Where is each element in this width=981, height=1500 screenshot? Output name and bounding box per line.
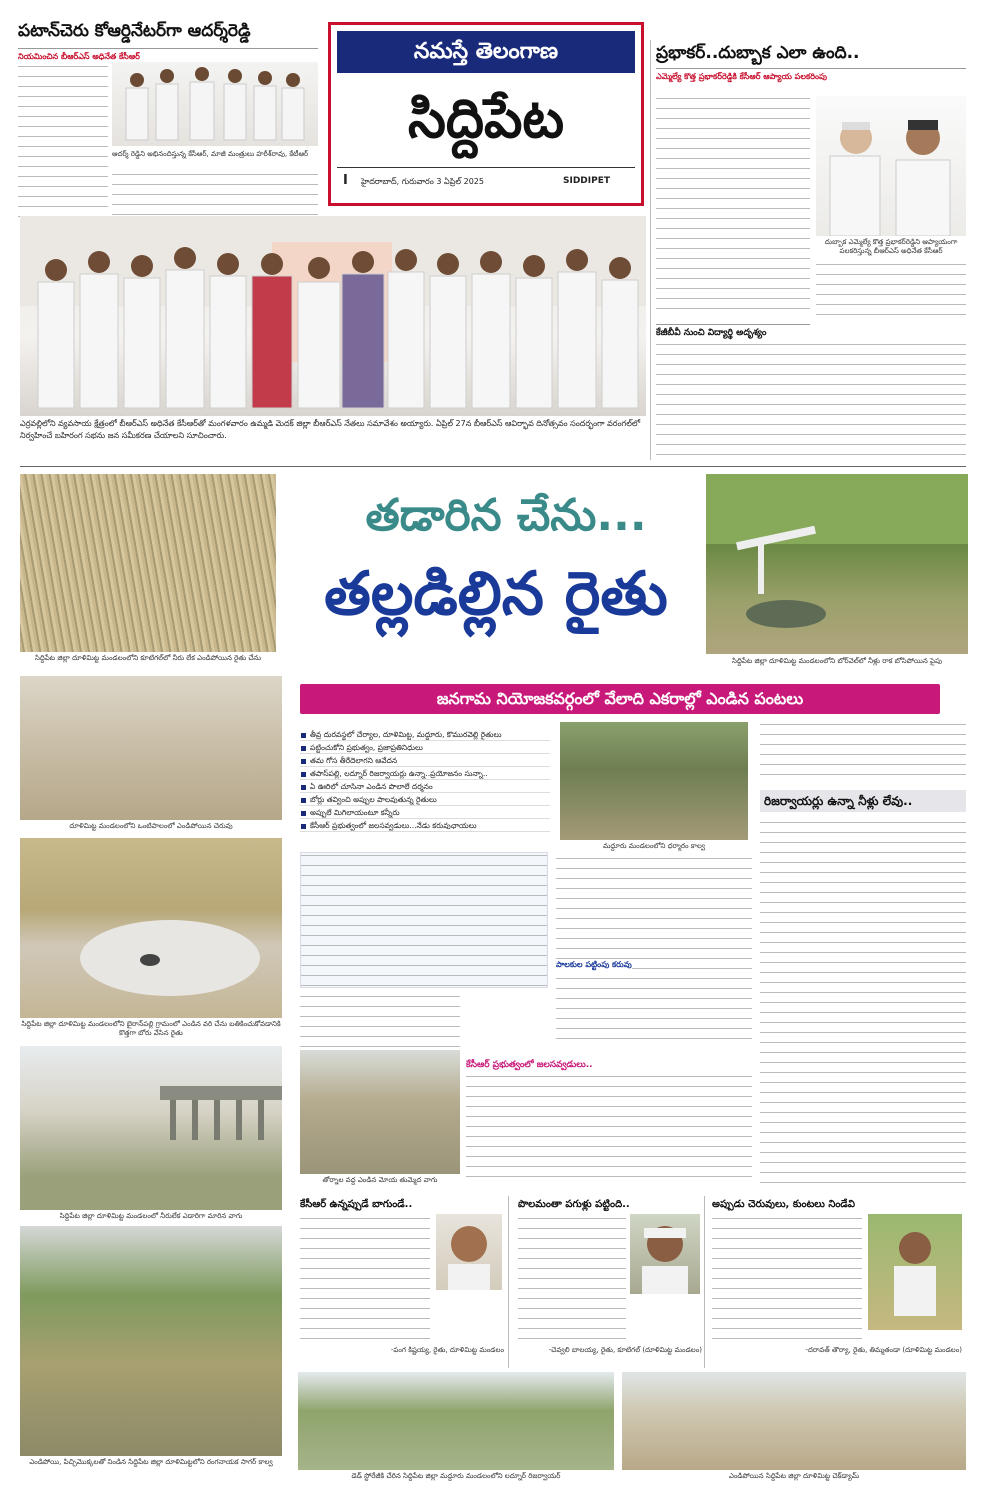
check-dam-photo: [622, 1372, 966, 1470]
farmer-portrait-1: [436, 1214, 502, 1290]
group-photo-caption: ఎర్రవల్లిలోని వ్యవసాయ క్షేత్రంలో బీఆర్ఎస్ అధినేత కేసీఆర్‌తో మంగళవారం ఉమ్మడి మెదక్ జిల్లా బీఆర్ఎస్ నేతలు సమావేశం అయ్యారు. ఏప్రిల్ 27న బీఆర్ఎస్ ఆవిర్భావ దినోత్సవం సందర్భంగా వరంగల్‌లో నిర్వహించే బహిరంగ సభను జన సమీకరణ చేయాలని సూచించారు.: [20, 419, 641, 440]
left-story-headline: పటాన్‌చెరు కోఆర్డినేటర్‌గా ఆదర్శ్‌రెడ్డి: [18, 21, 251, 41]
masthead: [328, 22, 644, 206]
masthead-page-no: I: [343, 173, 348, 188]
photo-caption-7: మద్దూరు మండలంలోని ధర్మారం కాల్వ: [602, 842, 706, 850]
reservoir-photo: [298, 1372, 614, 1470]
right-story-photo: [816, 96, 966, 236]
bullet-item: తీవ్ర దురవస్థలో చేర్యాల, దూళిమిట్ట, మద్దూరు, కొమురవెల్లి రైతులు: [300, 730, 550, 741]
bullet-item: అప్పులే మిగిలాయంటూ కన్నీరు: [300, 808, 550, 819]
photo-caption-6: ఎండిపోయి, పిచ్చిమొక్కలతో నిండిన సిద్దిపేట జిల్లా దూళిమిట్టలోని రంగనాయక సాగర్ కాల్వ: [29, 1458, 273, 1466]
group-photo-figures: [20, 216, 646, 416]
left-story-body-2: [112, 172, 318, 222]
photo-caption-4: సిద్దిపేట జిల్లా దూళిమిట్ట మండలంలోని బైరాన్‌పల్లి గ్రామంలో ఎండిన వరి చేను బతికించుకోవడానికి కొత్తగా బోరు వేసిన రైతు: [21, 1020, 281, 1037]
dry-pond-photo: [20, 676, 282, 820]
borewell-hole: [20, 838, 282, 1018]
sub-heading-1: కేసీఆర్ ప్రభుత్వంలో జలసవ్వడులు..: [466, 1060, 593, 1070]
bullet-item: తమ గోస తీరేదెలాగని ఆవేదన: [300, 756, 550, 767]
masthead-edition: సిద్దిపేట: [407, 87, 565, 150]
right-story-body: [656, 96, 810, 316]
dharmaram-canal-photo: [560, 722, 748, 840]
body-col-4: [466, 1074, 752, 1186]
divider: [18, 48, 318, 49]
quote-box-2: [514, 1196, 705, 1368]
quote-title: కేసీఆర్ ఉన్నప్పుడే బాగుండే..: [300, 1199, 413, 1210]
quote-body: [518, 1216, 626, 1344]
left-story-photo-caption: ఆదర్శ్ రెడ్డిని అభినందిస్తున్న కేసీఆర్, మాజీ మంత్రులు హరీశ్‌రావు, కేటీఆర్: [112, 150, 309, 158]
pipe-graphic: [706, 474, 968, 654]
left-story-photo: [112, 62, 318, 146]
bullet-item: ఏ ఊరిలో చూసినా ఎండిన పొలాలే దర్శనం: [300, 782, 550, 793]
new-borewell-photo: [20, 838, 282, 1018]
right-story-sub-headline: కేజీబీవీ నుంచి విద్యార్థి అదృశ్యం: [656, 324, 810, 340]
box-heading: రిజర్వాయర్లు ఉన్నా నీళ్లు లేవు..: [760, 790, 966, 812]
right-story-photo-caption: దుబ్బాక ఎమ్మెల్యే కొత్త ప్రభాకర్‌రెడ్డిని ఆప్యాయంగా పలకరిస్తున్న బీఆర్ఎస్ అధినేత కేసీఆర్: [824, 238, 958, 255]
masthead-brand-bar: [337, 31, 635, 73]
bullet-list: [300, 728, 550, 834]
body-col-3: [556, 856, 752, 1048]
quote-attribution: -దరావత్ తౌర్యా, రైతు, తిమ్మతండా (దూళిమిట్ట మండలం): [805, 1346, 962, 1354]
main-headline-1: తడారిన చేను...: [365, 490, 647, 541]
portrait: [436, 1214, 502, 1290]
photo-caption-3: దూళిమిట్ట మండలంలోని ఒంటిపాలంలో ఎండిపోయిన చెరువు: [69, 822, 233, 830]
right-story-sub-body: [656, 342, 966, 460]
portrait: [868, 1214, 962, 1330]
body-col-1: [300, 994, 460, 1050]
right-body-2: [760, 820, 966, 1184]
main-banner: జనగామ నియోజకవర్గంలో వేలాది ఎకరాల్లో ఎండిన పంటలు: [300, 684, 940, 714]
quote-box-1: [296, 1196, 509, 1368]
left-story-kicker: నియమించిన బీఆర్ఎస్ అధినేత కేసీఆర్: [18, 52, 140, 61]
group-photo-people: [112, 62, 318, 146]
photo-caption-8: తోర్నాల వద్ద ఎండిన మోయ తుమ్మెద వాగు: [322, 1176, 438, 1184]
quote-body: [300, 1216, 430, 1344]
masthead-brand: నమస్తే తెలంగాణ: [413, 39, 559, 64]
bullet-item: కేసీఆర్ ప్రభుత్వంలో జలసవ్వడులు...నేడు కరువుఛాయలు: [300, 821, 550, 832]
divider: [20, 466, 966, 467]
quote-body: [712, 1216, 862, 1344]
left-story-body: [18, 64, 108, 222]
bullet-item: తపాస్‌పల్లి, లద్నూర్ రిజర్వాయర్లు ఉన్నా..ప్రయోజనం సున్నా..: [300, 769, 550, 780]
dry-stream-bridge-photo: [20, 1046, 282, 1210]
right-story-kicker: ఎమ్మెల్యే కొత్త ప్రభాకర్‌రెడ్డికి కేసీఆర్ ఆప్యాయ పలకరింపు: [656, 68, 966, 83]
photo-caption-9: డెడ్ స్టోరేజీకి చేరిన సిద్దిపేట జిల్లా మద్దూరు మండలంలోని లద్నూర్ రిజర్వాయర్: [351, 1472, 561, 1480]
bullet-item: పట్టించుకోని ప్రభుత్వం, ప్రజాప్రతినిధులు: [300, 743, 550, 754]
photo-caption-5: సిద్దిపేట జిల్లా దూళిమిట్ట మండలంలో నీరులేక ఎడారిగా మారిన వాగు: [59, 1212, 243, 1220]
main-headline-2: తల్లడిల్లిన రైతు: [324, 559, 668, 629]
right-story-body-2: [816, 262, 966, 316]
bridge-graphic: [20, 1046, 282, 1210]
quote-title: అప్పుడు చెరువులు, కుంటలు నిండేవి: [712, 1199, 855, 1210]
farmer-portrait-3: [868, 1214, 962, 1330]
portrait-photo: [816, 96, 966, 236]
dry-field-photo-1: [20, 474, 276, 652]
borewell-photo: [706, 474, 968, 654]
intro-body: [300, 852, 548, 988]
right-body-1: [760, 722, 966, 782]
farmer-portrait-2: [630, 1214, 700, 1294]
photo-caption-2: సిద్దిపేట జిల్లా దూళిమిట్ట మండలంలోని బోర్‌వెల్‌లో నీళ్లు రాక బోసిపోయిన పైపు: [732, 657, 942, 665]
canal-photo: [20, 1226, 282, 1456]
group-photo: [20, 216, 646, 416]
quote-box-3: [708, 1196, 966, 1368]
right-story-headline: ప్రభాకర్..దుబ్బాక ఎలా ఉంది..: [656, 43, 860, 63]
photo-caption-10: ఎండిపోయిన సిద్దిపేట జిల్లా దూళిమిట్ట చెక్‌డ్యామ్: [728, 1472, 860, 1480]
portrait: [630, 1214, 700, 1294]
sub-heading-2: పాలకుల పట్టింపు కరువు: [556, 960, 632, 969]
quote-attribution: -చెవ్వలి బాలయ్య, రైతు, కూటిగల్ (దూళిమిట్ట మండలం): [548, 1346, 702, 1354]
masthead-edition-en: SIDDIPET: [563, 176, 611, 186]
quote-attribution: -పంగ కిష్టయ్య, రైతు, దూళిమిట్ట మండలం: [390, 1346, 504, 1354]
divider: [337, 167, 635, 168]
photo-caption-1: సిద్దిపేట జిల్లా దూళిమిట్ట మండలంలోని కూటిగల్‌లో నీరు లేక ఎండిపోయిన రైతు చేను: [34, 654, 262, 662]
dry-stream-photo: [300, 1050, 460, 1174]
bullet-item: బోర్లు తవ్వించి అప్పుల పాలవుతున్న రైతులు: [300, 795, 550, 806]
quote-title: పొలమంతా పగుళ్లు పట్టింది..: [518, 1199, 630, 1210]
divider: [650, 40, 651, 460]
masthead-dateline: హైదరాబాద్, గురువారం 3 ఏప్రిల్ 2025: [361, 177, 484, 186]
